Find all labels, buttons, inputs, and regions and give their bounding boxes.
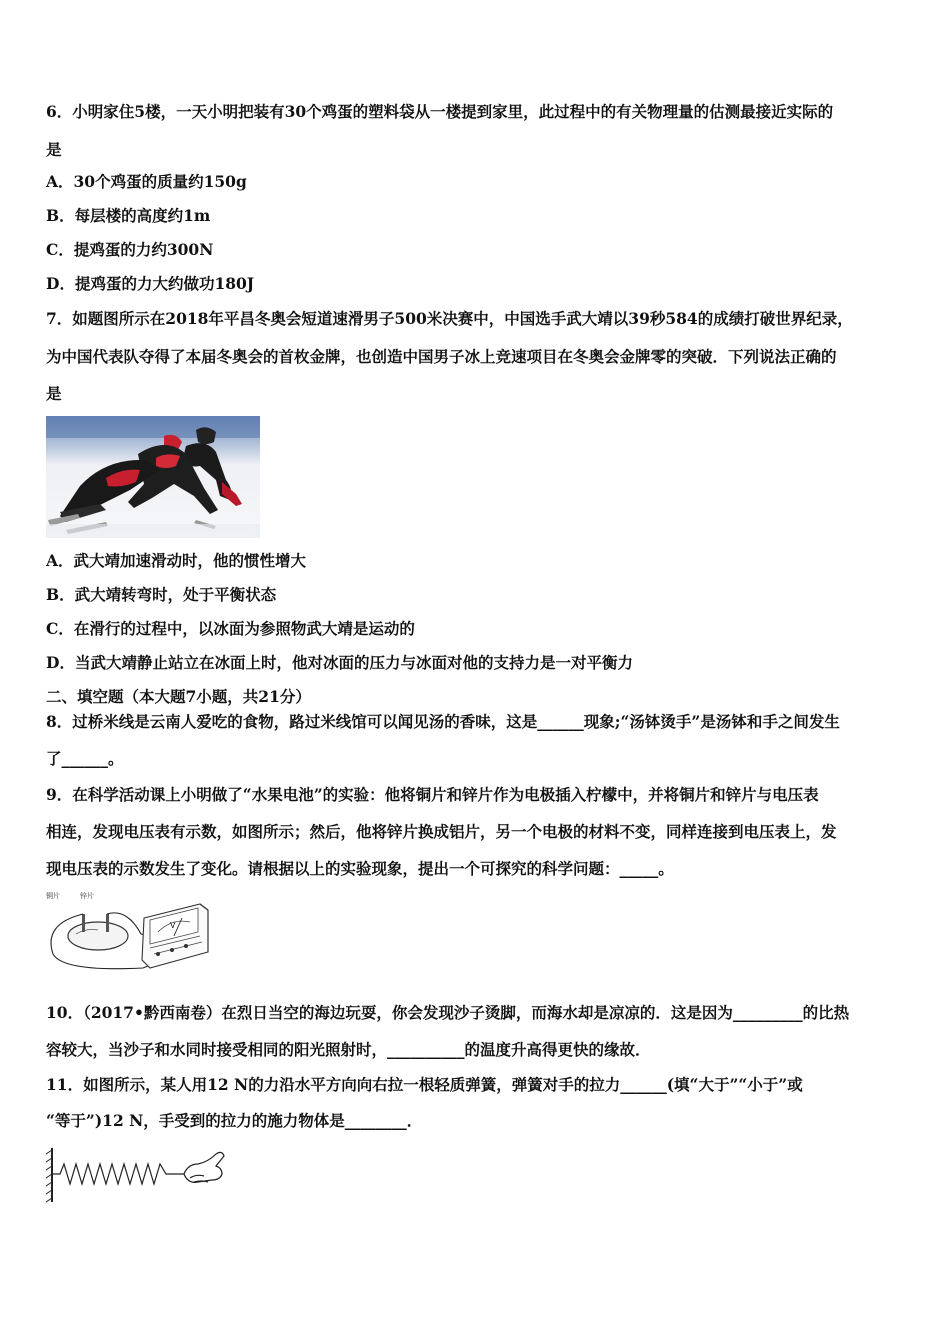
q9-line-2: 相连，发现电压表有示数，如图所示；然后，他将锌片换成铝片，另一个电极的材料不变，同样连接到电压表上，发	[46, 822, 837, 841]
q6-stem-line-2: 是	[46, 140, 62, 159]
q7-option-b: B．武大靖转弯时，处于平衡状态	[46, 585, 277, 604]
q7-stem-line-3: 是	[46, 384, 62, 403]
hand-icon	[184, 1152, 224, 1182]
q7-option-d: D．当武大靖静止站立在冰面上时，他对冰面的压力与冰面对他的支持力是一对平衡力	[46, 653, 633, 672]
q10-line-1: 10．（2017•黔西南卷）在烈日当空的海边玩耍，你会发现沙子烫脚，而海水却是凉凉的．这是因为_________的比热	[46, 1003, 850, 1022]
spring-pull-diagram	[44, 1144, 228, 1206]
q7-option-a: A．武大靖加速滑动时，他的惯性增大	[46, 551, 307, 570]
voltmeter	[142, 904, 208, 968]
fruit-battery-diagram	[46, 888, 212, 970]
q8-line-1: 8．过桥米线是云南人爱吃的食物，路过米线馆可以闻见汤的香味，这是______现象;“汤钵烫手”是汤钵和手之间发生	[46, 712, 840, 731]
q6-option-b: B．每层楼的高度约1m	[46, 206, 211, 225]
q11-line-2: “等于”)12 N，手受到的拉力的施力物体是________．	[46, 1111, 423, 1130]
q6-option-a: A．30个鸡蛋的质量约150g	[46, 172, 247, 191]
q6-option-c: C．提鸡蛋的力约300N	[46, 240, 214, 259]
zinc-label: 锌片	[80, 892, 94, 900]
q7-stem-line-2: 为中国代表队夺得了本届冬奥会的首枚金牌，也创造中国男子冰上竞速项目在冬奥会金牌零的突破．下列说法正确的	[46, 347, 837, 366]
zinc-electrode	[106, 914, 109, 932]
q9-line-1: 9．在科学活动课上小明做了“水果电池”的实验：他将铜片和锌片作为电极插入柠檬中，并将铜片和锌片与电压表	[46, 785, 819, 804]
speed-skating-photo	[46, 416, 260, 538]
q7-stem-line-1: 7．如题图所示在2018年平昌冬奥会短道速滑男子500米决赛中，中国选手武大靖以39秒584的成绩打破世界纪录，	[46, 309, 853, 328]
copper-electrode	[82, 914, 85, 932]
q7-option-c: C．在滑行的过程中，以冰面为参照物武大靖是运动的	[46, 619, 415, 638]
spring	[52, 1164, 184, 1184]
q6-option-d: D．提鸡蛋的力大约做功180J	[46, 274, 255, 293]
section-heading: 二、填空题（本大题7小题，共21分）	[46, 687, 311, 706]
q9-line-3: 现电压表的示数发生了变化。请根据以上的实验现象，提出一个可探究的科学问题：_____。	[46, 859, 674, 878]
q8-line-2: 了______。	[46, 749, 124, 768]
lemon	[68, 922, 128, 950]
wall	[46, 1148, 52, 1202]
voltmeter-symbol: V	[170, 921, 176, 930]
copper-label: 铜片	[46, 892, 60, 900]
q10-line-2: 容较大，当沙子和水同时接受相同的阳光照射时，__________的温度升高得更快的缘故．	[46, 1040, 651, 1059]
q11-line-1: 11．如图所示，某人用12 N的力沿水平方向向右拉一根轻质弹簧，弹簧对手的拉力______(填“大于”“小于”或	[46, 1075, 803, 1094]
q6-stem-line-1: 6．小明家住5楼，一天小明把装有30个鸡蛋的塑料袋从一楼提到家里，此过程中的有关物理量的估测最接近实际的	[46, 102, 834, 121]
